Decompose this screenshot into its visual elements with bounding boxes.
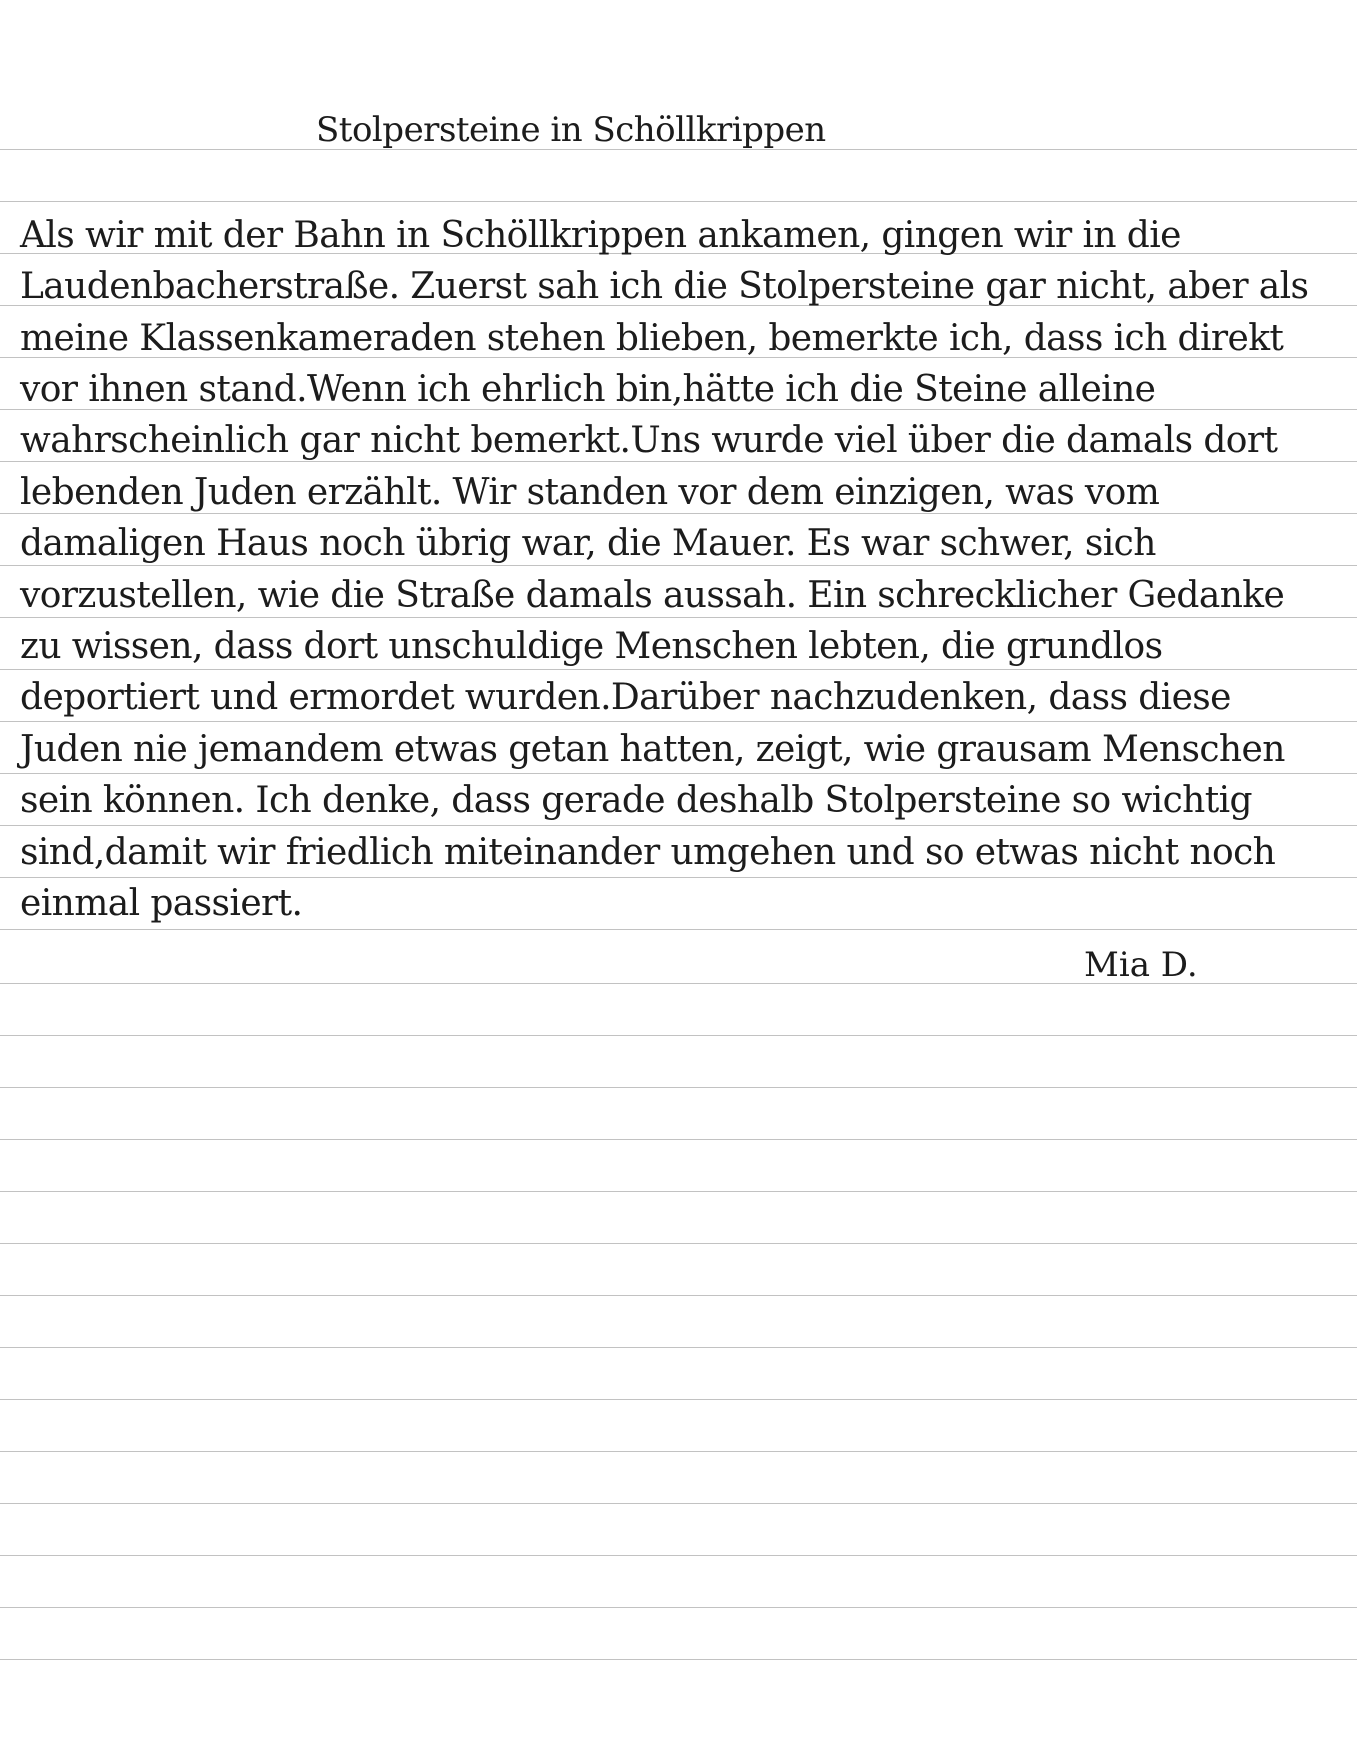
ruled-line <box>0 201 1357 202</box>
body-text-line: vorzustellen, wie die Straße damals aussah. Ein schrecklicher Gedanke <box>20 575 1285 616</box>
ruled-line <box>0 721 1357 722</box>
body-text-line: zu wissen, dass dort unschuldige Menschen lebten, die grundlos <box>20 626 1163 667</box>
ruled-line <box>0 1191 1357 1192</box>
ruled-line <box>0 565 1357 566</box>
ruled-line <box>0 877 1357 878</box>
ruled-line <box>0 773 1357 774</box>
ruled-line <box>0 1503 1357 1504</box>
body-text-line: Laudenbacherstraße. Zuerst sah ich die Stolpersteine gar nicht, aber als <box>20 266 1309 307</box>
ruled-line <box>0 1451 1357 1452</box>
body-text-line: wahrscheinlich gar nicht bemerkt.Uns wurde viel über die damals dort <box>20 420 1278 461</box>
body-text-line: einmal passiert. <box>20 883 303 924</box>
body-text-line: deportiert und ermordet wurden.Darüber nachzudenken, dass diese <box>20 677 1231 718</box>
body-text-line: Juden nie jemandem etwas getan hatten, zeigt, wie grausam Menschen <box>20 729 1285 770</box>
body-text-line: vor ihnen stand.Wenn ich ehrlich bin,hätte ich die Steine alleine <box>20 369 1156 410</box>
author-name: Mia D. <box>1084 945 1198 985</box>
ruled-line <box>0 1087 1357 1088</box>
ruled-line <box>0 1659 1357 1660</box>
ruled-line <box>0 1035 1357 1036</box>
ruled-line <box>0 825 1357 826</box>
ruled-line <box>0 1555 1357 1556</box>
ruled-line <box>0 1243 1357 1244</box>
body-text-line: Als wir mit der Bahn in Schöllkrippen ankamen, gingen wir in die <box>20 215 1181 256</box>
ruled-line <box>0 1347 1357 1348</box>
ruled-line <box>0 461 1357 462</box>
ruled-line <box>0 617 1357 618</box>
body-text-line: meine Klassenkameraden stehen blieben, bemerkte ich, dass ich direkt <box>20 318 1284 359</box>
ruled-line <box>0 1607 1357 1608</box>
body-text-line: damaligen Haus noch übrig war, die Mauer. Es war schwer, sich <box>20 523 1156 564</box>
body-text-line: sein können. Ich denke, dass gerade deshalb Stolpersteine so wichtig <box>20 780 1252 821</box>
document-title: Stolpersteine in Schöllkrippen <box>316 110 826 150</box>
ruled-line <box>0 1139 1357 1140</box>
body-text-line: lebenden Juden erzählt. Wir standen vor dem einzigen, was vom <box>20 472 1160 513</box>
ruled-line <box>0 929 1357 930</box>
ruled-line <box>0 1399 1357 1400</box>
body-text-line: sind,damit wir friedlich miteinander umgehen und so etwas nicht noch <box>20 832 1276 873</box>
ruled-line <box>0 669 1357 670</box>
ruled-line <box>0 1295 1357 1296</box>
ruled-line <box>0 513 1357 514</box>
